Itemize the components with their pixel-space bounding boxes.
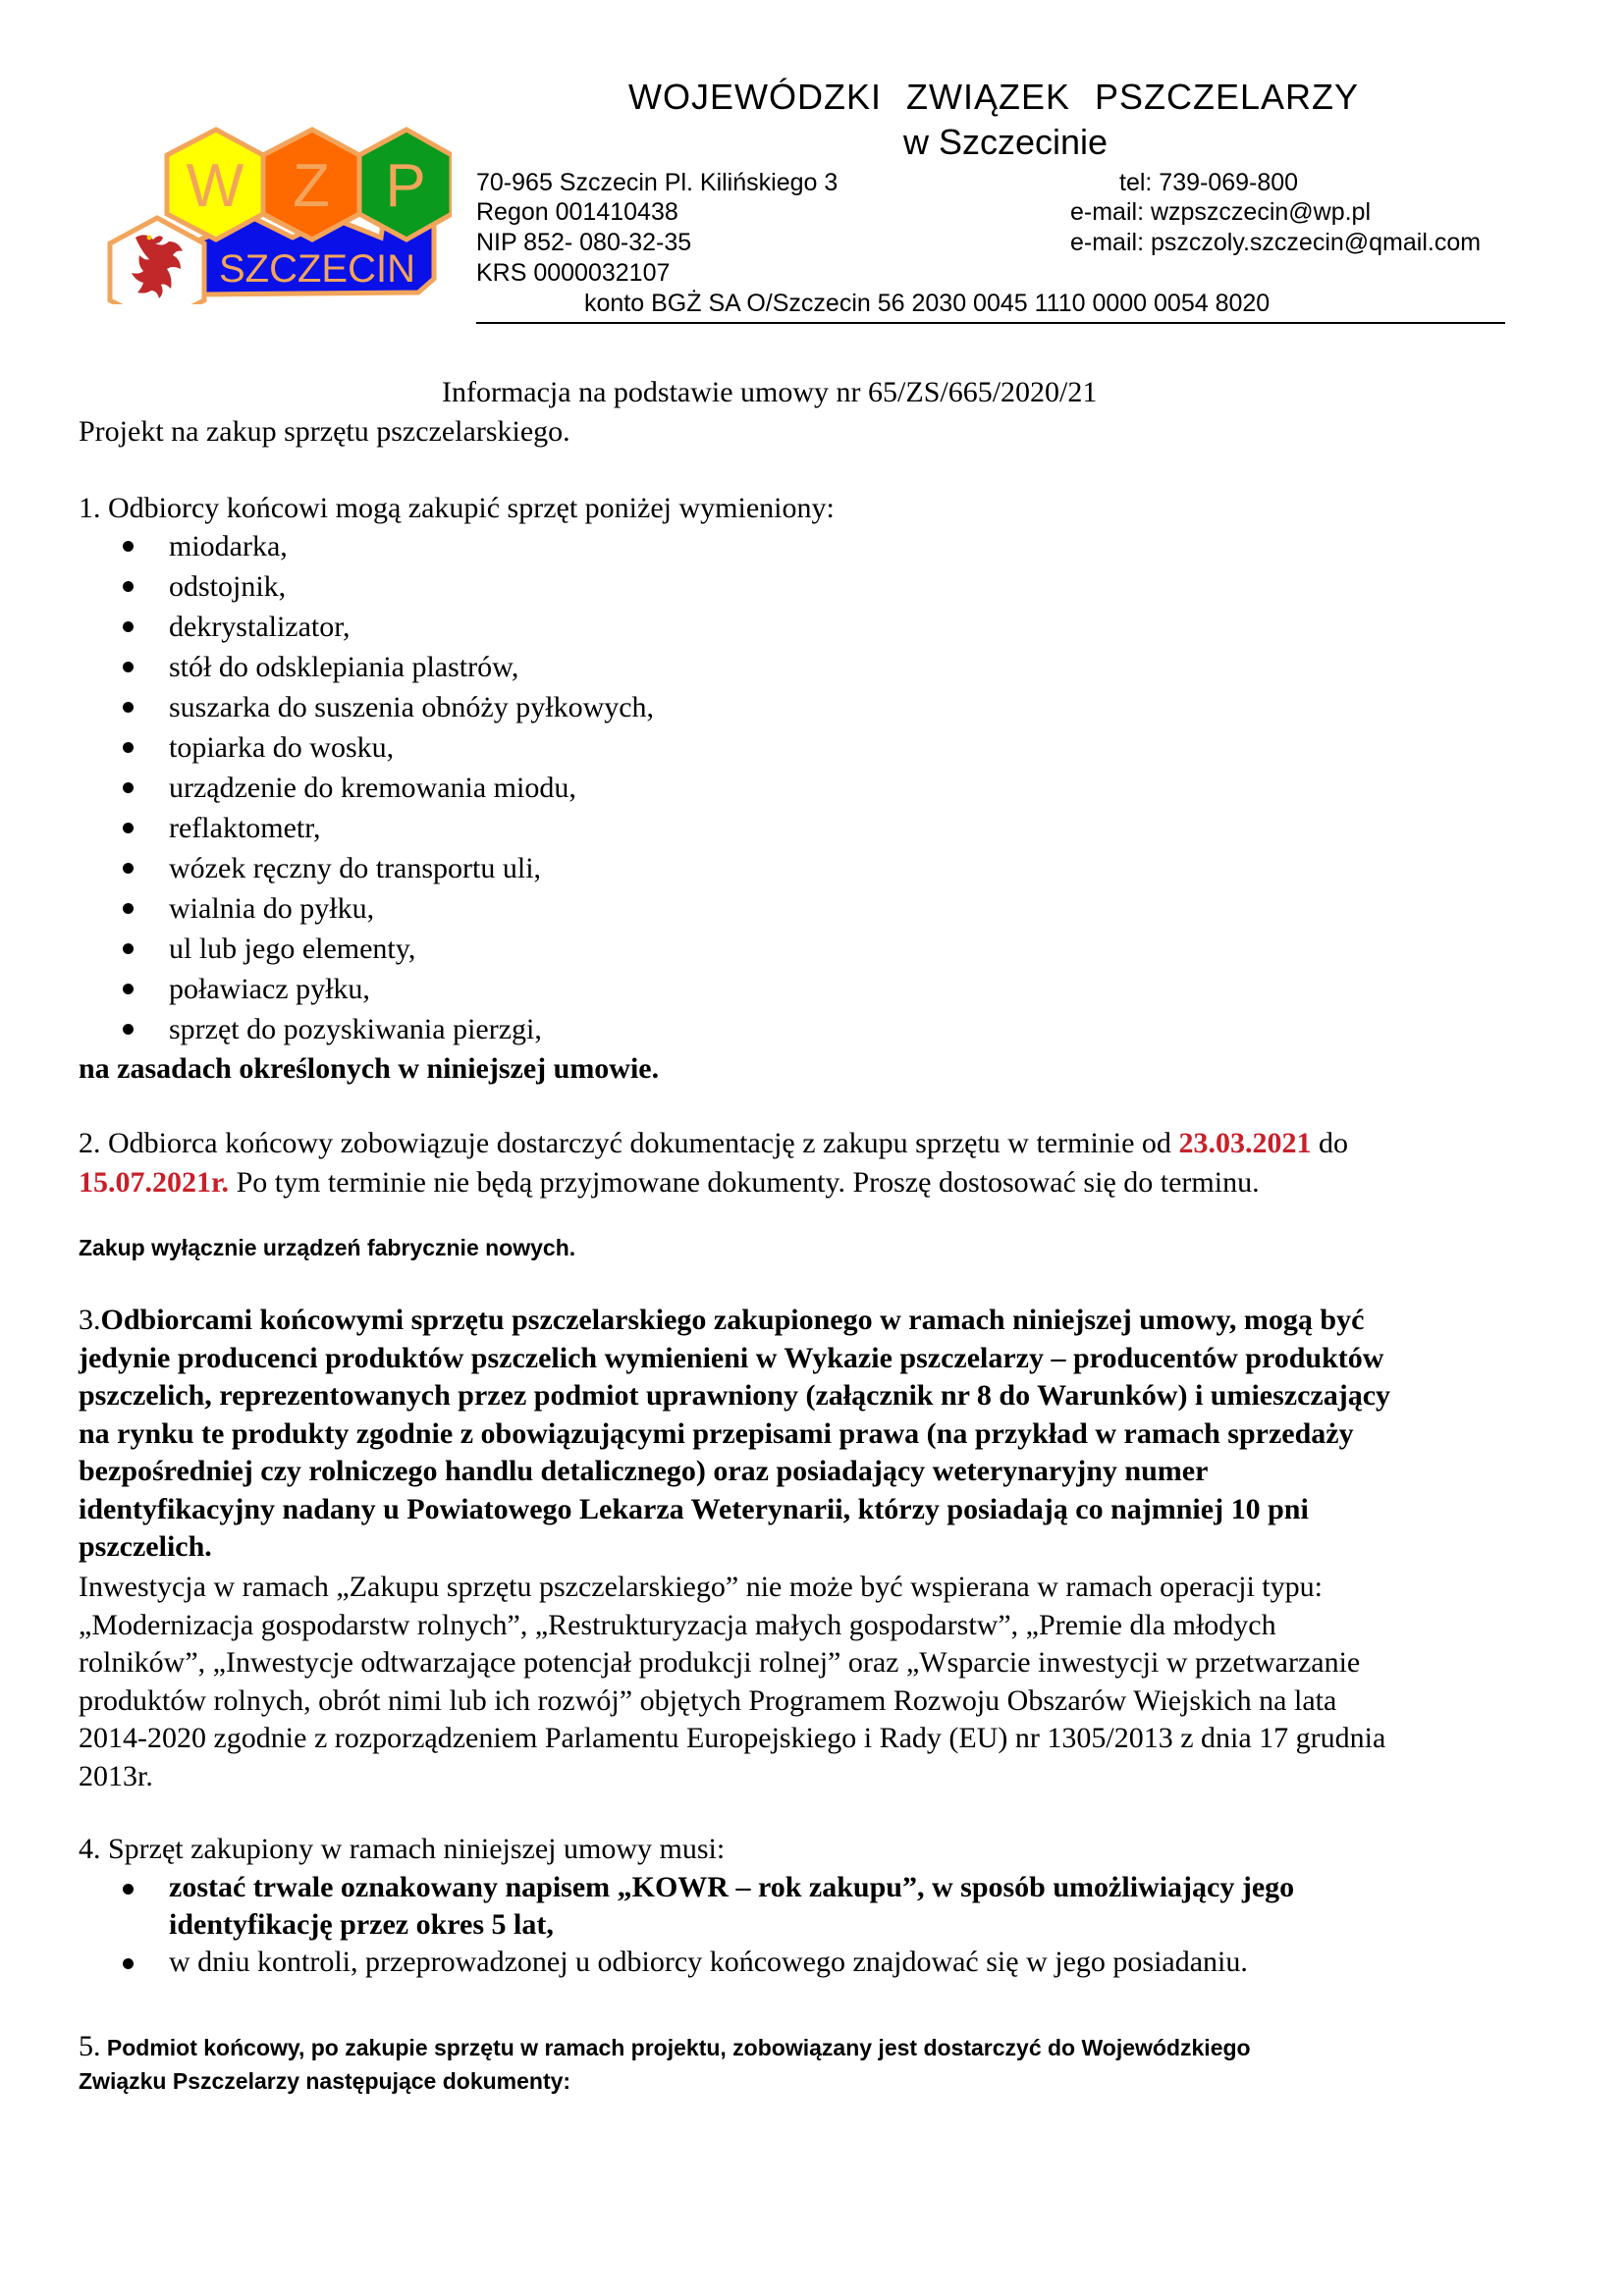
logo-letter-w: W xyxy=(186,152,244,220)
section-5-line: Związku Pszczelarzy następujące dokumenty: xyxy=(79,2068,571,2094)
section-5-line: 5. Podmiot końcowy, po zakupie sprzętu w ramach projektu, zobowiązany jest dostarczyć do Wojewódzkiego xyxy=(79,2030,1251,2062)
bullet-icon xyxy=(123,903,134,914)
list-item: wialnia do pyłku, xyxy=(79,888,654,929)
bullet-icon xyxy=(123,1958,134,1969)
list-item: suszarka do suszenia obnóży pyłkowych, xyxy=(79,687,654,727)
bullet-icon xyxy=(123,662,134,672)
bullet-icon xyxy=(123,581,134,592)
section-3-line: bezpośredniej czy rolniczego handlu detalicznego) oraz posiadający weterynaryjny numer xyxy=(79,1455,1209,1487)
list-item: reflaktometr, xyxy=(79,808,654,848)
investment-line: 2013r. xyxy=(79,1759,153,1792)
section-3-line: pszczelich. xyxy=(79,1530,212,1563)
logo-letter-p: P xyxy=(385,152,426,220)
bank-account: konto BGŻ SA O/Szczecin 56 2030 0045 1110 0000 0054 8020 xyxy=(584,290,1271,317)
section-3-line: identyfikacyjny nadany u Powiatowego Lekarza Weterynarii, którzy posiadają co najmniej 10 pni xyxy=(79,1492,1309,1525)
org-email-2: e-mail: pszczoly.szczecin@qmail.com xyxy=(1070,229,1482,256)
org-subtitle: w Szczecinie xyxy=(903,122,1109,162)
list-item: w dniu kontroli, przeprowadzonej u odbiorcy końcowego znajdować się w jego posiadaniu. xyxy=(79,1944,1294,1981)
logo-city: SZCZECIN xyxy=(219,247,415,291)
section-3-line: jedynie producenci produktów pszczelich wymienieni w Wykazie pszczelarzy – producentów produktów xyxy=(79,1341,1384,1374)
bullet-icon xyxy=(123,1024,134,1035)
bullet-icon xyxy=(123,541,134,552)
list-item: miodarka, xyxy=(79,526,654,566)
section-5 xyxy=(79,2030,1251,2098)
bullet-icon xyxy=(123,943,134,954)
section-1-heading: 1. Odbiorcy końcowi mogą zakupić sprzęt poniżej wymieniony: xyxy=(79,492,835,524)
info-title: Informacja na podstawie umowy nr 65/ZS/665/2020/21 xyxy=(442,376,1098,408)
bullet-icon xyxy=(123,621,134,632)
wzp-logo xyxy=(106,122,452,304)
date-to: 15.07.2021r. xyxy=(79,1166,230,1199)
bullet-icon xyxy=(123,1884,134,1895)
logo-letter-z: Z xyxy=(293,152,330,220)
list-item: zostać trwale oznakowany napisem „KOWR – rok zakupu”, w sposób umożliwiający jego identyfikację przez okres 5 lat, xyxy=(79,1869,1294,1944)
new-devices-note: Zakup wyłącznie urządzeń fabrycznie nowych. xyxy=(79,1235,576,1260)
list-item: topiarka do wosku, xyxy=(79,727,654,768)
investment-line: „Modernizacja gospodarstw rolnych”, „Restrukturyzacja małych gospodarstw”, „Premie dla młodych xyxy=(79,1608,1276,1641)
date-from: 23.03.2021 xyxy=(1178,1127,1312,1159)
org-title: WOJEWÓDZKI ZWIĄZEK PSZCZELARZY xyxy=(628,77,1360,117)
section-1-tail: na zasadach określonych w niniejszej umowie. xyxy=(79,1052,660,1085)
org-krs: KRS 0000032107 xyxy=(476,259,671,287)
list-item: stół do odsklepiania plastrów, xyxy=(79,647,654,687)
investment-line: 2014-2020 zgodnie z rozporządzeniem Parlamentu Europejskiego i Rady (EU) nr 1305/2013 z dnia 17 grudnia xyxy=(79,1722,1386,1754)
org-email-1: e-mail: wzpszczecin@wp.pl xyxy=(1070,198,1372,226)
list-item: wózek ręczny do transportu uli, xyxy=(79,848,654,888)
investment-line: rolników”, „Inwestycje odtwarzające potencjał produkcji rolnej” oraz „Wsparcie inwestycji w przetwarzanie xyxy=(79,1646,1361,1679)
section-4-heading: 4. Sprzęt zakupiony w ramach niniejszej umowy musi: xyxy=(79,1833,726,1865)
investment-line: Inwestycja w ramach „Zakupu sprzętu pszczelarskiego” nie może być wspierana w ramach operacji typu: xyxy=(79,1571,1323,1603)
section-3 xyxy=(79,1302,1390,1567)
org-regon: Regon 001410438 xyxy=(476,198,678,226)
org-address: 70-965 Szczecin Pl. Kilińskiego 3 xyxy=(476,169,839,196)
bullet-icon xyxy=(123,742,134,753)
list-item: ul lub jego elementy, xyxy=(79,929,654,969)
list-item: sprzęt do pozyskiwania pierzgi, xyxy=(79,1009,654,1049)
requirements-list xyxy=(79,1869,1294,1981)
bank-account-line xyxy=(476,288,1505,324)
bullet-icon xyxy=(123,702,134,713)
section-3-line: na rynku te produkty zgodnie z obowiązującymi przepisami prawa (na przykład w ramach sprzedaży xyxy=(79,1416,1354,1450)
org-nip: NIP 852- 080-32-35 xyxy=(476,229,692,256)
section-2-line-2: 15.07.2021r. Po tym terminie nie będą przyjmowane dokumenty. Proszę dostosować się do terminu. xyxy=(79,1166,1260,1199)
section-3-line: 3.Odbiorcami końcowymi sprzętu pszczelarskiego zakupionego w ramach niniejszej umowy, mogą być xyxy=(79,1304,1365,1336)
investment-line: produktów rolnych, obrót nimi lub ich rozwój” objętych Programem Rozwoju Obszarów Wiejskich na lata xyxy=(79,1683,1337,1717)
list-item: odstojnik, xyxy=(79,566,654,607)
bullet-icon xyxy=(123,984,134,994)
bullet-icon xyxy=(123,782,134,793)
section-2-line-1: 2. Odbiorca końcowy zobowiązuje dostarczyć dokumentację z zakupu sprzętu w terminie od 23.03.2021 do xyxy=(79,1127,1348,1159)
investment-paragraph xyxy=(79,1569,1385,1795)
list-item: urządzenie do kremowania miodu, xyxy=(79,768,654,808)
list-item: dekrystalizator, xyxy=(79,607,654,647)
bullet-icon xyxy=(123,823,134,833)
list-item: poławiacz pyłku, xyxy=(79,969,654,1009)
bullet-icon xyxy=(123,863,134,874)
org-phone: tel: 739-069-800 xyxy=(1119,169,1299,196)
equipment-list xyxy=(79,526,654,1049)
section-3-line: pszczelich, reprezentowanych przez podmiot uprawniony (załącznik nr 8 do Warunków) i umieszczający xyxy=(79,1379,1391,1412)
project-title: Projekt na zakup sprzętu pszczelarskiego. xyxy=(79,415,570,448)
